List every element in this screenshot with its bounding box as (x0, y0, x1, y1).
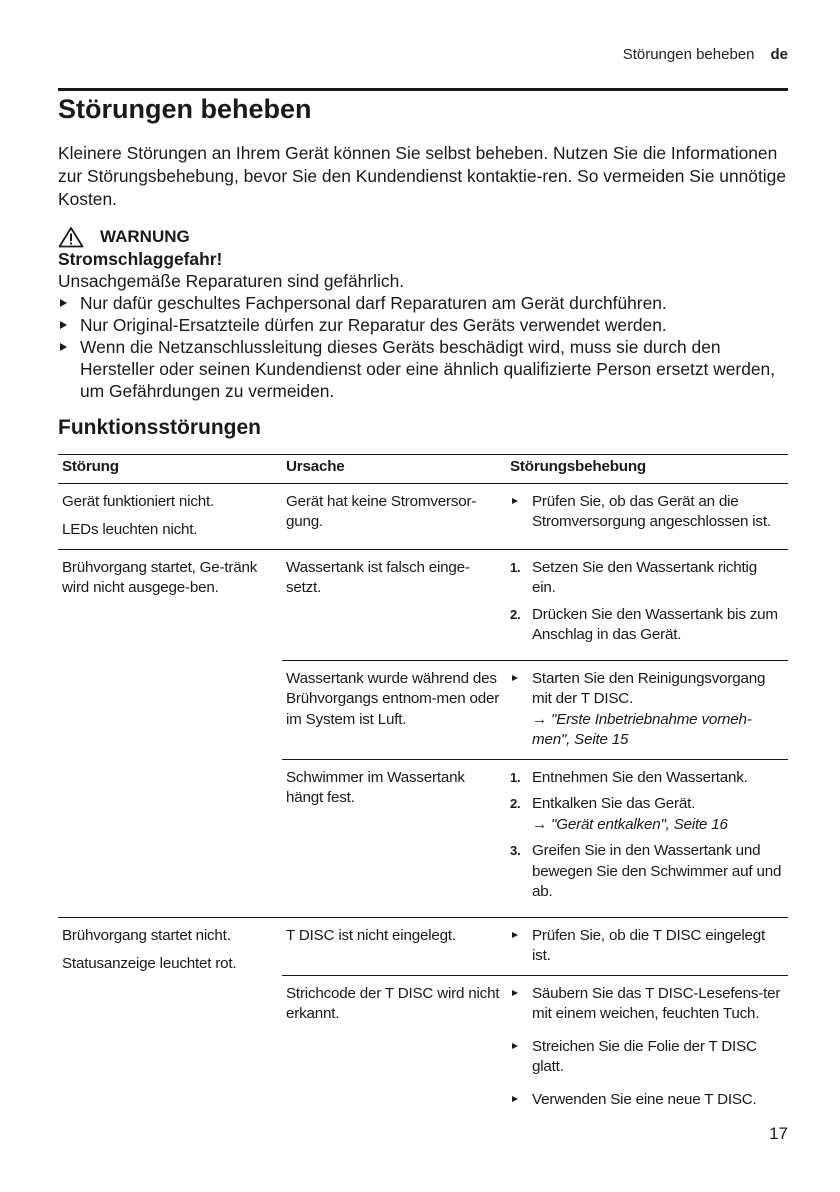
cause-cell: Strichcode der T DISC wird nicht erkannt. (286, 984, 500, 1022)
step-number: 1. (510, 769, 521, 785)
step-number: 2. (510, 796, 521, 811)
table-header-row (58, 455, 788, 484)
cause-cell: Wassertank wurde während des Brühvorgangs entnom-men oder im System ist Luft. (282, 660, 506, 759)
fault-text: LEDs leuchten nicht. (62, 521, 198, 538)
warning-item: Wenn die Netzanschlussleitung dieses Geräts beschädigt wird, muss sie durch den Hersteller oder seinen Kundendienst oder eine ähnlich qualifizierte Person ersetzt werden, um Gefährdungen zu vermeiden. (58, 336, 788, 402)
warning-item: Nur Original-Ersatzteile dürfen zur Reparatur des Geräts verwendet werden. (58, 314, 788, 336)
intro-paragraph: Kleinere Störungen an Ihrem Gerät können Sie selbst beheben. Nutzen Sie die Informationen zur Störungsbehebung, bevor Sie den Kundendienst kontaktie-ren. So vermeiden Sie unnötige Kosten. (58, 143, 786, 209)
remedy-step (510, 558, 784, 599)
warning-list (58, 292, 788, 402)
column-header-cause: Ursache (282, 455, 506, 484)
warning-label: WARNUNG (100, 227, 190, 246)
step-number: 3. (510, 843, 521, 858)
fault-cell (58, 549, 282, 917)
remedy-cell (506, 483, 788, 549)
step-number: 2. (510, 606, 521, 622)
warning-header (58, 226, 788, 248)
section-heading: Funktionsstörungen (58, 416, 261, 439)
warning-triangle-icon (58, 226, 84, 248)
cause-cell: Wassertank ist falsch einge-setzt. (282, 549, 506, 660)
warning-item: Nur dafür geschultes Fachpersonal darf Reparaturen am Gerät durchführen. (58, 292, 788, 314)
remedy-step (510, 841, 784, 903)
remedy-step: Verwenden Sie eine neue T DISC. (510, 1090, 784, 1111)
fault-text: Statusanzeige leuchtet rot. (62, 955, 237, 972)
title-rule (58, 88, 788, 91)
warning-title: Stromschlaggefahr! (58, 249, 223, 269)
remedy-cell (506, 660, 788, 759)
remedy-cell (506, 759, 788, 917)
fault-cell (58, 917, 282, 1118)
fault-text: Gerät funktioniert nicht. (62, 492, 215, 510)
table-row (58, 917, 788, 975)
table-row (58, 549, 788, 660)
cross-reference-link[interactable]: "Gerät entkalken", Seite 16 (551, 815, 728, 833)
cause-cell: Schwimmer im Wassertank hängt fest. (282, 759, 506, 917)
cross-reference-link[interactable]: "Erste Inbetriebnahme vorneh-men", Seite 15 (532, 710, 752, 748)
remedy-step-text: Entkalken Sie das Gerät. (532, 795, 696, 812)
cross-reference-arrow-icon: → (532, 710, 547, 728)
fault-cell (58, 483, 282, 549)
warning-text: Unsachgemäße Reparaturen sind gefährlich. (58, 271, 405, 291)
cross-reference-arrow-icon: → (532, 815, 547, 833)
table-row (58, 483, 788, 549)
running-header-section: Störungen beheben (622, 46, 755, 63)
remedy-cell (506, 975, 788, 1118)
troubleshooting-table (58, 454, 788, 1118)
language-tag: de (770, 46, 788, 63)
remedy-cell (506, 549, 788, 660)
page-number: 17 (769, 1124, 788, 1143)
remedy-step (510, 768, 784, 789)
remedy-step: Prüfen Sie, ob die T DISC eingelegt ist. (510, 926, 784, 967)
cause-cell: Gerät hat keine Stromversor-gung. (282, 483, 506, 549)
running-header (623, 46, 788, 63)
remedy-step: Prüfen Sie, ob das Gerät an die Stromversorgung angeschlossen ist. (510, 492, 784, 533)
fault-text: Brühvorgang startet nicht. (62, 926, 231, 944)
remedy-cell (506, 917, 788, 975)
warning-box (58, 226, 788, 402)
page-title: Störungen beheben (58, 94, 312, 124)
remedy-step: Säubern Sie das T DISC-Lesefens-ter mit einem weichen, feuchten Tuch. (510, 984, 784, 1025)
fault-text: Brühvorgang startet, Ge-tränk wird nicht ausgege-ben. (62, 558, 258, 596)
cause-cell: T DISC ist nicht eingelegt. (282, 917, 506, 975)
step-number: 1. (510, 559, 521, 575)
remedy-step-text: Starten Sie den Reinigungsvorgang mit der T DISC. (532, 669, 766, 707)
remedy-step: Streichen Sie die Folie der T DISC glatt. (510, 1037, 784, 1078)
remedy-step (510, 669, 784, 751)
remedy-step (510, 794, 784, 835)
remedy-step-text: Greifen Sie in den Wassertank und bewegen Sie den Schwimmer auf und ab. (532, 842, 782, 900)
column-header-remedy: Störungsbehebung (506, 455, 788, 484)
column-header-fault: Störung (58, 455, 282, 484)
remedy-step-text: Setzen Sie den Wassertank richtig ein. (532, 558, 757, 596)
remedy-step-text: Drücken Sie den Wassertank bis zum Anschlag in das Gerät. (532, 605, 778, 643)
remedy-step (510, 605, 784, 646)
remedy-step-text: Entnehmen Sie den Wassertank. (532, 768, 748, 786)
